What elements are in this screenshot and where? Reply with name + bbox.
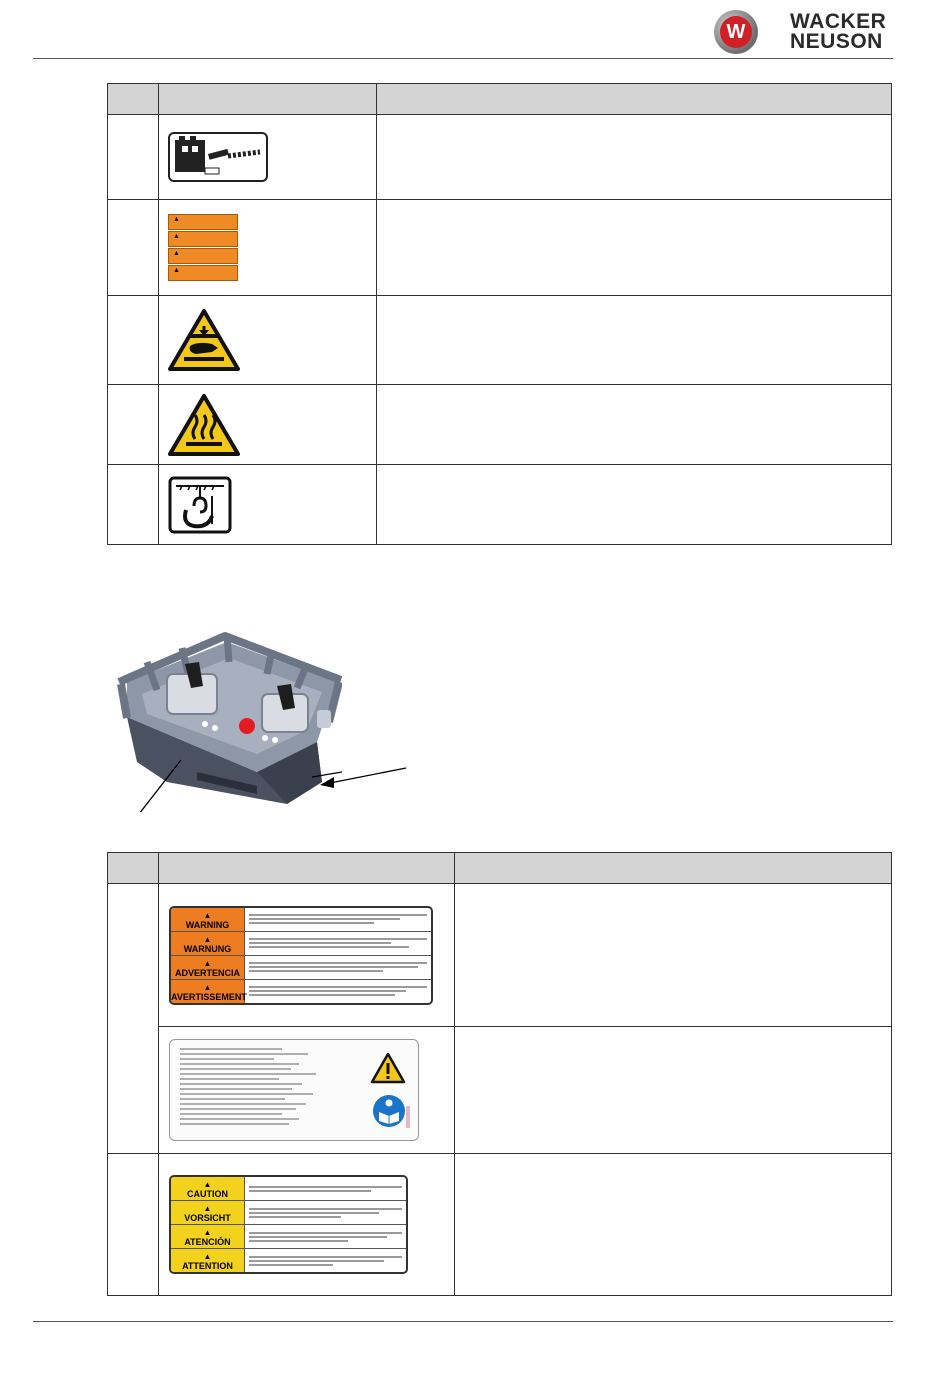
ref-cell xyxy=(108,115,159,200)
ref-cell xyxy=(108,296,159,385)
header-cell-decal xyxy=(159,84,377,115)
decal-row xyxy=(171,1201,406,1225)
decal-tag: ATTENTION xyxy=(182,1261,233,1271)
header-cell-ref xyxy=(108,853,159,884)
decal-part-number xyxy=(406,1106,410,1128)
transmitter-photo xyxy=(107,622,342,812)
table-row xyxy=(108,884,892,1027)
decal-row xyxy=(171,1225,406,1249)
decal-cell xyxy=(159,296,377,385)
decal-tag: VORSICHT xyxy=(184,1213,231,1223)
white-instruction-decal xyxy=(169,1039,419,1141)
brand-name-line2: NEUSON xyxy=(790,30,883,53)
remote-control-decal-icon xyxy=(168,132,268,182)
brand-logo-icon xyxy=(714,10,758,54)
warning-triangle-icon: ▲ xyxy=(203,958,212,968)
callout-arrow-icon xyxy=(318,765,410,791)
decal-cell xyxy=(159,884,455,1027)
warning-triangle-icon: ▲ xyxy=(203,1228,212,1237)
decal-tag: WARNING xyxy=(185,919,230,930)
warning-decal xyxy=(169,906,433,1005)
decal-row xyxy=(171,932,431,956)
table-row xyxy=(108,115,892,200)
table-row xyxy=(108,1154,892,1296)
meaning-cell xyxy=(377,296,892,385)
header-cell-meaning xyxy=(455,853,892,884)
brand-logo-mark: W xyxy=(720,16,752,48)
hot-surface-triangle-icon xyxy=(168,393,240,457)
meaning-cell xyxy=(455,1027,892,1154)
meaning-cell xyxy=(377,385,892,465)
meaning-cell xyxy=(377,200,892,296)
decal-row xyxy=(171,956,431,980)
header-rule xyxy=(33,58,893,59)
ref-cell xyxy=(108,884,159,1154)
warning-triangle-icon: ▲ xyxy=(203,1204,212,1213)
ref-cell xyxy=(108,465,159,545)
table-row xyxy=(108,200,892,296)
decal-tag: ATENCIÓN xyxy=(184,1237,231,1247)
ref-cell xyxy=(108,385,159,465)
decal-tag: AVERTISSEMENT xyxy=(171,991,247,1002)
decal-table-2 xyxy=(107,852,892,1296)
table-row xyxy=(108,296,892,385)
brand-name xyxy=(790,12,886,52)
decal-tag: ADVERTENCIA xyxy=(174,967,240,978)
decal-cell xyxy=(159,1027,455,1154)
header-cell-ref xyxy=(108,84,159,115)
ref-cell xyxy=(108,1154,159,1296)
warning-triangle-icon: ▲ xyxy=(203,934,212,944)
decal-text-lines xyxy=(180,1048,350,1128)
warning-triangle-icon: ▲ xyxy=(203,1180,212,1189)
ref-cell xyxy=(108,200,159,296)
meaning-cell xyxy=(377,115,892,200)
decal-table-1 xyxy=(107,83,892,545)
read-manual-icon xyxy=(372,1094,406,1128)
warning-triangle-icon: ▲ xyxy=(203,982,212,992)
decal-cell xyxy=(159,465,377,545)
decal-tag: CAUTION xyxy=(187,1189,228,1199)
warning-triangle-icon: ▲ xyxy=(203,1252,212,1261)
table-row xyxy=(108,465,892,545)
meaning-cell xyxy=(455,884,892,1027)
decal-tag: WARNUNG xyxy=(183,943,232,954)
decal-row xyxy=(171,908,431,932)
orange-warning-label-icon xyxy=(168,214,238,281)
warning-triangle-icon: ▲ xyxy=(203,910,212,920)
header-cell-decal xyxy=(159,853,455,884)
table-row xyxy=(108,1027,892,1154)
crush-hazard-triangle-icon xyxy=(168,308,240,372)
decal-cell xyxy=(159,200,377,296)
warning-triangle-icon xyxy=(370,1052,406,1084)
decal-row xyxy=(171,1249,406,1272)
decal-cell xyxy=(159,1154,455,1296)
table-header-row xyxy=(108,84,892,115)
decal-cell xyxy=(159,115,377,200)
table-header-row xyxy=(108,853,892,884)
decal-cell xyxy=(159,385,377,465)
brand-name-line1: WACKER xyxy=(790,10,887,33)
lifting-point-icon xyxy=(168,476,232,534)
brand-logo xyxy=(714,8,894,56)
table-row xyxy=(108,385,892,465)
footer-rule xyxy=(33,1321,893,1322)
header-cell-meaning xyxy=(377,84,892,115)
decal-row xyxy=(171,1177,406,1201)
meaning-cell xyxy=(377,465,892,545)
decal-row xyxy=(171,980,431,1003)
caution-decal xyxy=(169,1175,408,1274)
meaning-cell xyxy=(455,1154,892,1296)
